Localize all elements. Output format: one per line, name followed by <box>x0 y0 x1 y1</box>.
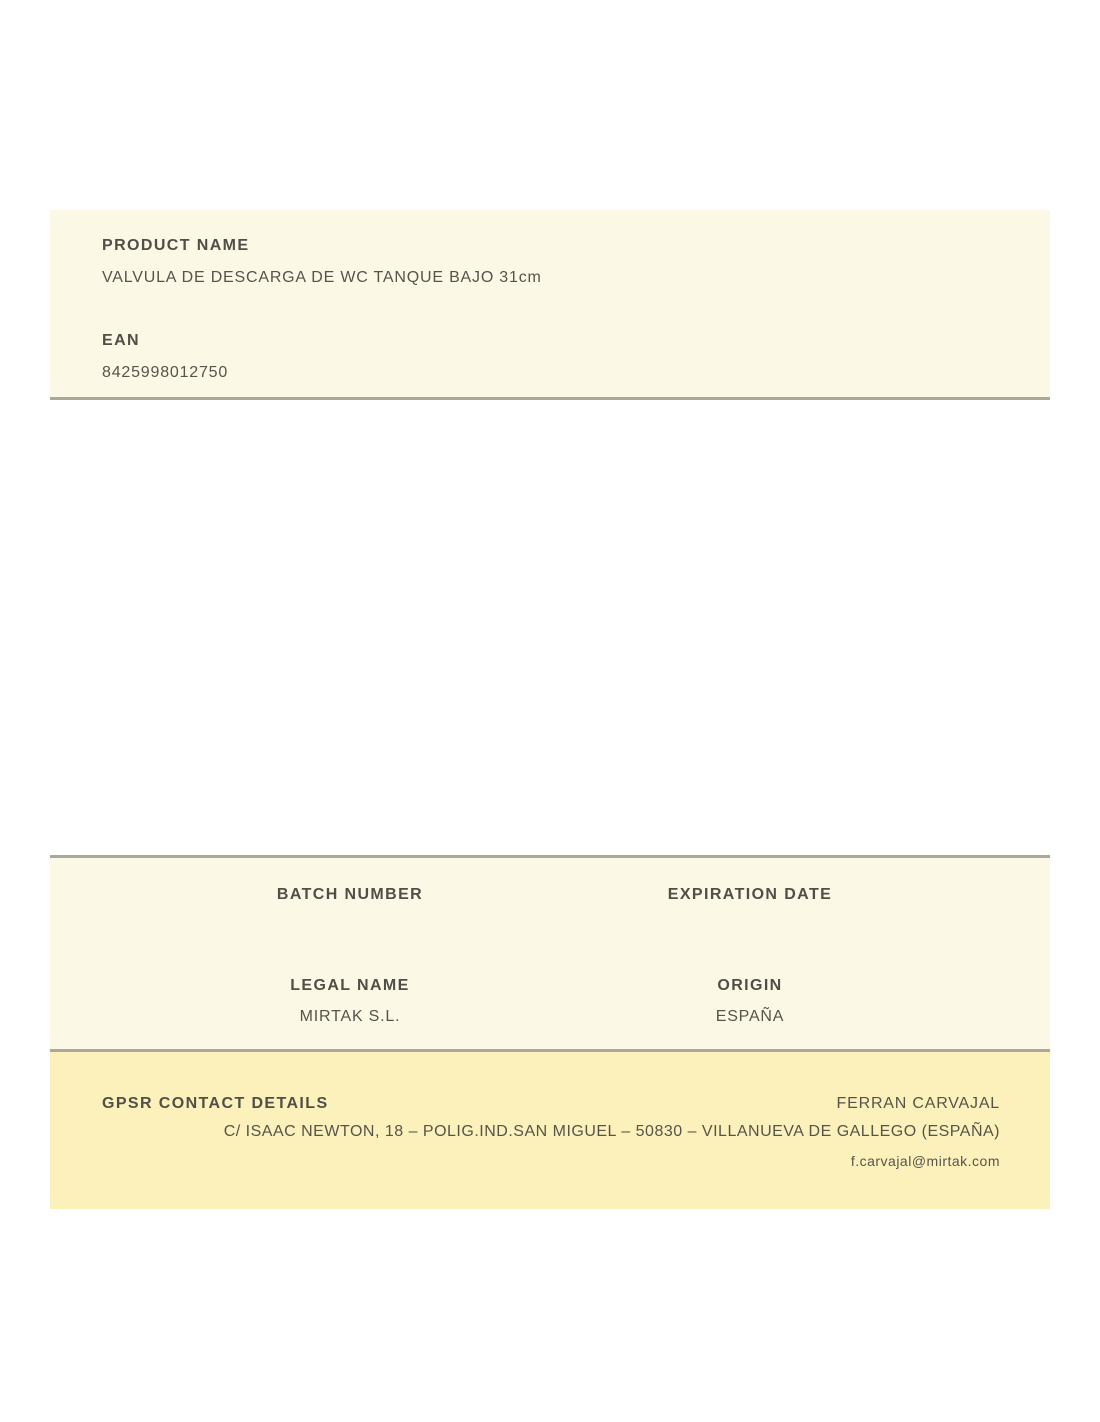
contact-person-name: FERRAN CARVAJAL <box>836 1095 1000 1112</box>
batch-number-value <box>150 904 550 977</box>
legal-name-value: MIRTAK S.L. <box>299 1008 401 1025</box>
product-info-section <box>50 210 1050 400</box>
legal-origin-values-row <box>150 1007 950 1027</box>
ean-field <box>102 332 998 383</box>
gpsr-title-row <box>102 1094 1000 1114</box>
product-name-value: VALVULA DE DESCARGA DE WC TANQUE BAJO 31cm <box>102 269 542 286</box>
gpsr-contact-section <box>50 1052 1050 1209</box>
batch-expiration-values-row <box>150 904 950 977</box>
expiration-date-value <box>550 904 950 977</box>
ean-value: 8425998012750 <box>102 364 229 381</box>
contact-email: f.carvajal@mirtak.com <box>850 1153 1000 1169</box>
ean-label: EAN <box>102 332 140 349</box>
batch-expiration-labels-row <box>150 886 950 904</box>
batch-number-label: BATCH NUMBER <box>276 886 424 903</box>
product-name-label: PRODUCT NAME <box>102 237 250 254</box>
batch-origin-section <box>50 855 1050 1052</box>
origin-label: ORIGIN <box>717 977 783 994</box>
expiration-date-label: EXPIRATION DATE <box>667 886 833 903</box>
legal-origin-labels-row <box>150 977 950 995</box>
origin-value: ESPAÑA <box>715 1008 785 1025</box>
legal-name-label: LEGAL NAME <box>290 977 410 994</box>
contact-address: C/ ISAAC NEWTON, 18 – POLIG.IND.SAN MIGUEL – 50830 – VILLANUEVA DE GALLEGO (ESPAÑA) <box>223 1123 1000 1140</box>
product-name-field <box>102 237 998 288</box>
gpsr-contact-title: GPSR CONTACT DETAILS <box>102 1095 329 1112</box>
